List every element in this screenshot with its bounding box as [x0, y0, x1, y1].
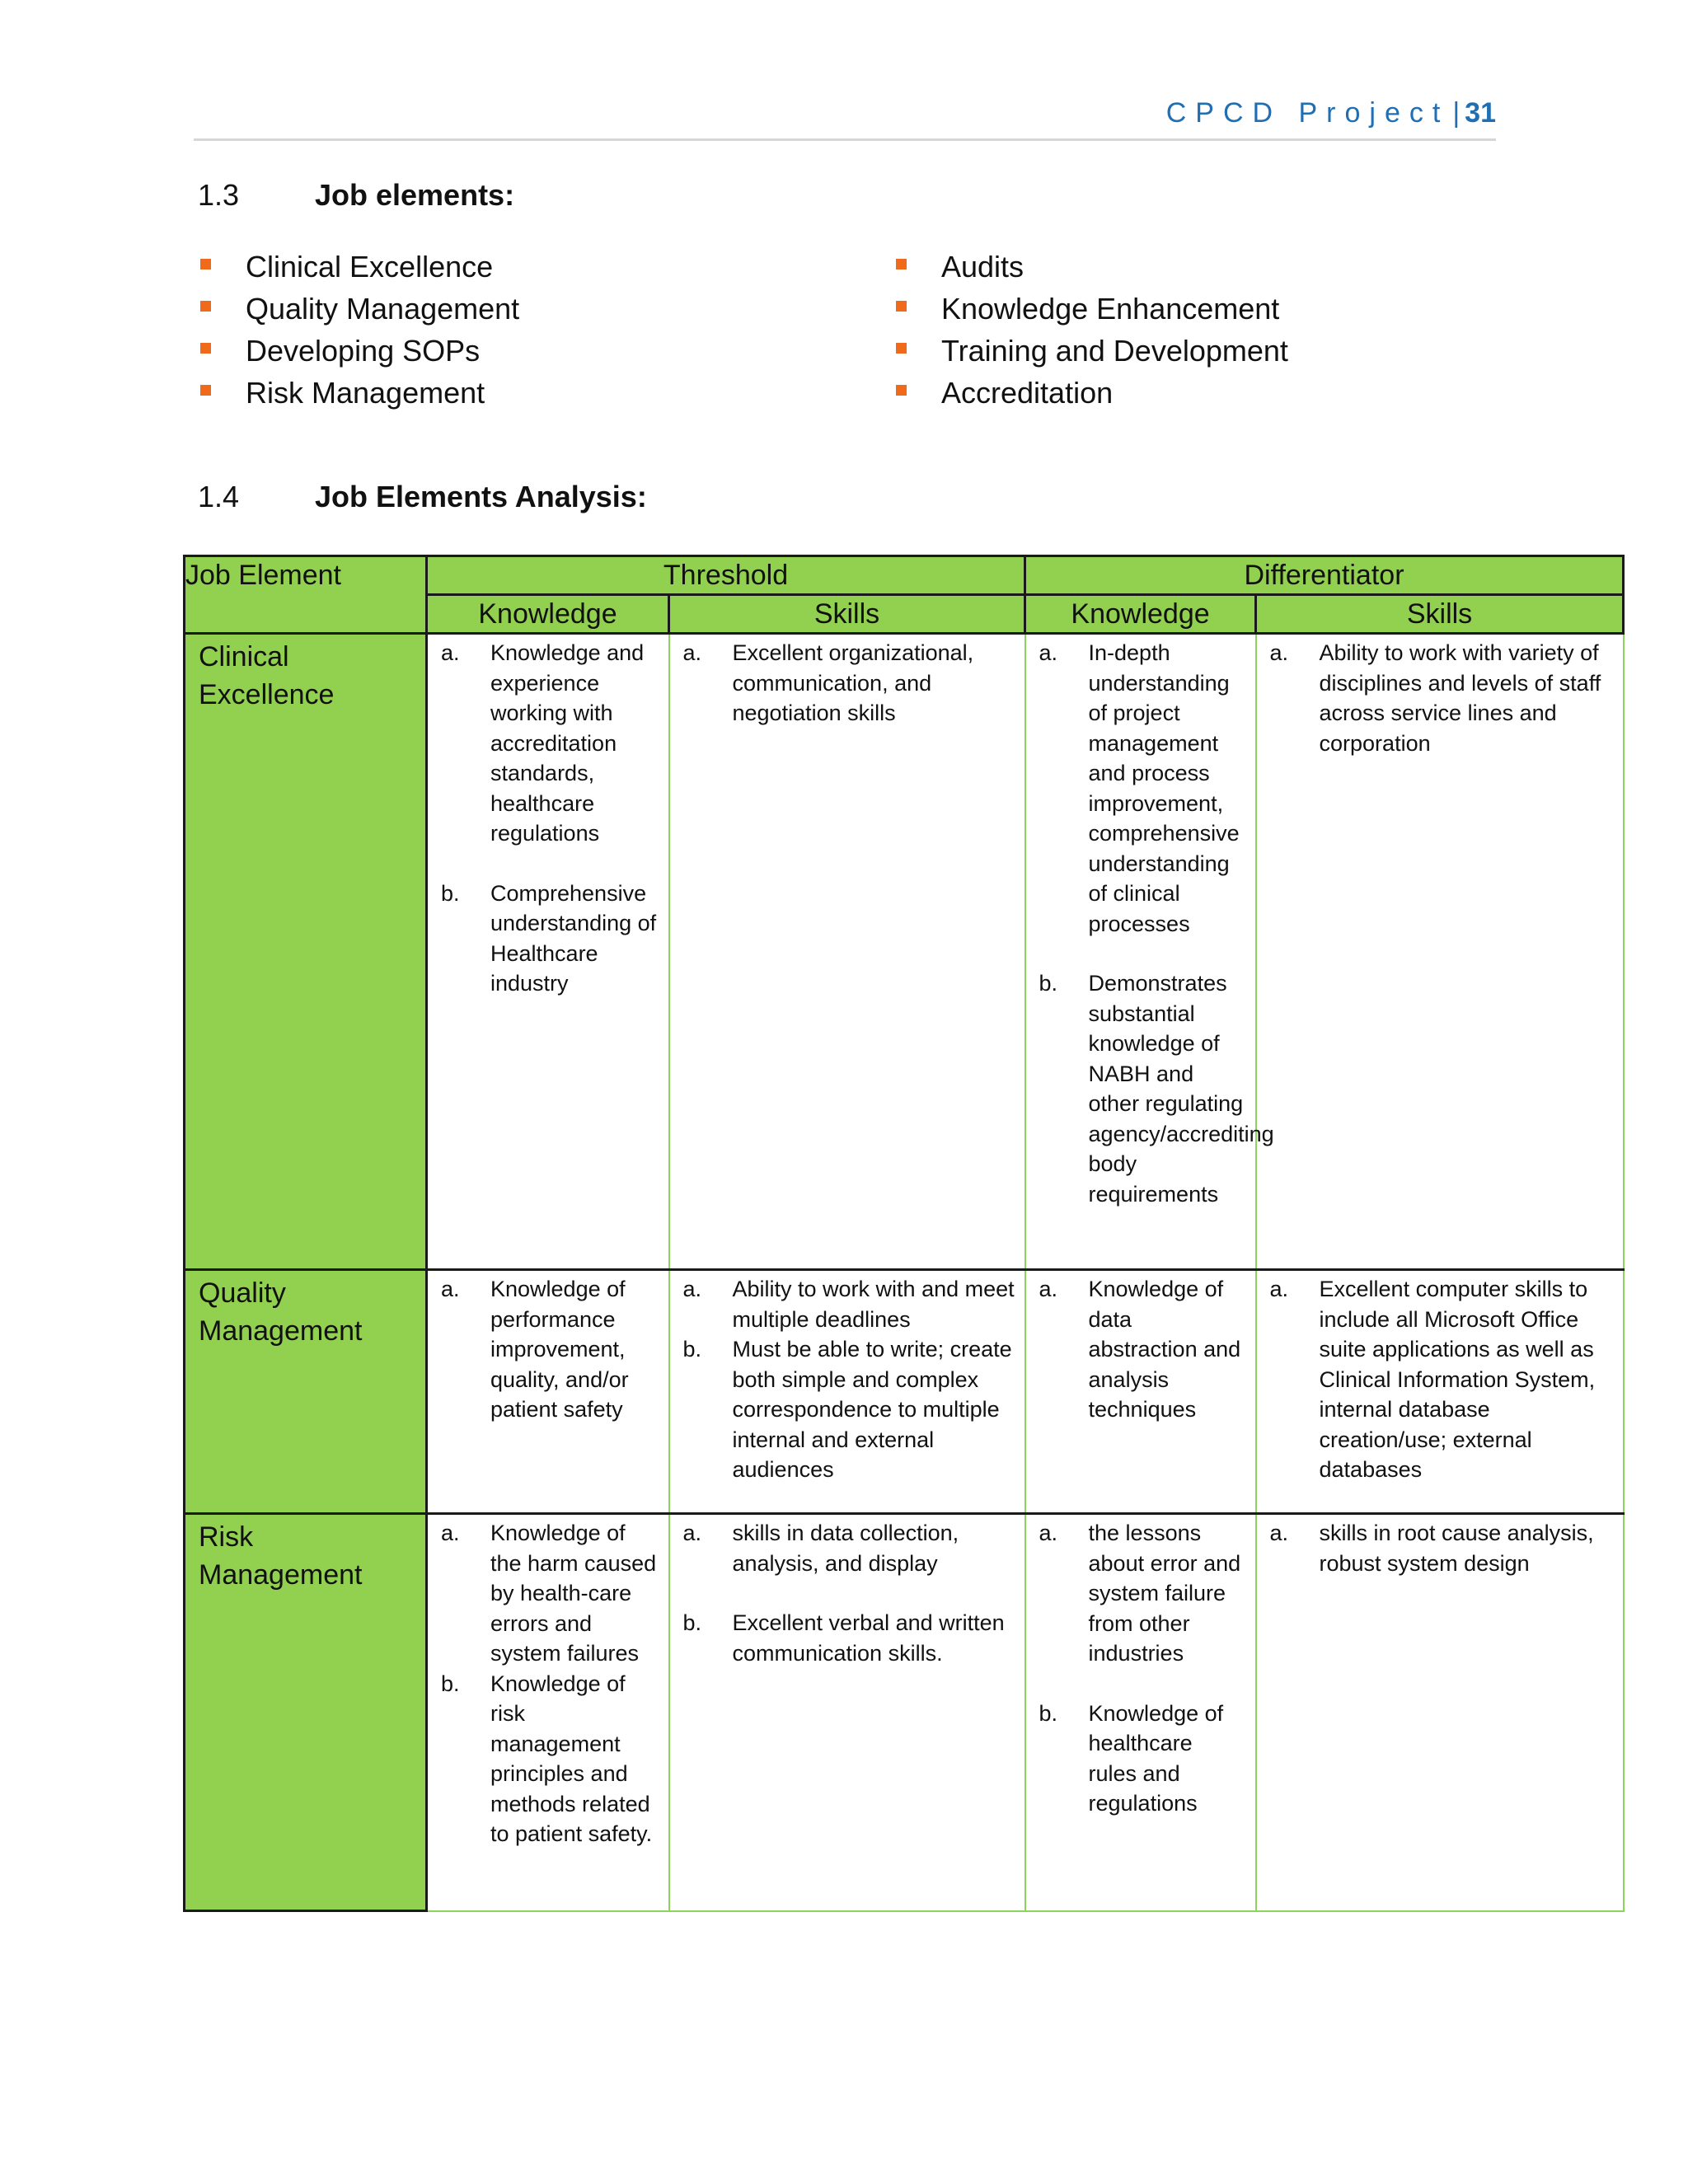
threshold-skills-cell: [669, 1270, 1025, 1514]
header-threshold-knowledge: Knowledge: [427, 595, 669, 634]
header-separator: |: [1452, 97, 1461, 129]
list-item: b. Knowledge of risk management principles and methods related to patient safety.: [441, 1671, 653, 1846]
list-item: b. Demonstrates substantial knowledge of NABH and other regulating agency/accrediting body requirements: [1039, 971, 1274, 1207]
list-item: a. Ability to work with and meet multiple deadlines: [682, 1277, 1015, 1332]
list-item: Audits: [893, 246, 1288, 288]
list-item: a. Ability to work with variety of disciplines and levels of staff across service lines and corporation: [1269, 640, 1601, 756]
list-item: Clinical Excellence: [198, 246, 519, 288]
list-item: b. Excellent verbal and written communication skills.: [682, 1610, 1005, 1666]
header-differentiator-knowledge: Knowledge: [1025, 595, 1256, 634]
list-item: a. Knowledge of the harm caused by health-care errors and system failures: [441, 1521, 657, 1666]
square-bullet-icon: [200, 343, 211, 354]
table-row: [185, 1514, 1624, 1911]
list-item: Knowledge Enhancement: [893, 288, 1288, 330]
section-title: Job Elements Analysis:: [315, 480, 647, 513]
differentiator-skills-cell: [1256, 1270, 1624, 1514]
square-bullet-icon: [896, 385, 907, 396]
list-item: a. Knowledge of data abstraction and analysis techniques: [1039, 1277, 1241, 1422]
table-row: [185, 634, 1624, 1270]
threshold-skills-cell: [669, 634, 1025, 1270]
list-item: Training and Development: [893, 330, 1288, 372]
table-row: [185, 1270, 1624, 1514]
threshold-knowledge-cell: [427, 1514, 669, 1911]
list-item: a. In-depth understanding of project management and process improvement, comprehensive understanding of clinical processes: [1039, 640, 1240, 936]
square-bullet-icon: [896, 259, 907, 269]
differentiator-knowledge-cell: [1025, 1270, 1256, 1514]
header-job-element: Job Element: [185, 556, 427, 634]
differentiator-knowledge-cell: [1025, 634, 1274, 1270]
list-item: Risk Management: [198, 372, 519, 414]
section-heading-1-3: [198, 178, 514, 213]
list-item: a. the lessons about error and system failure from other industries: [1039, 1521, 1241, 1666]
project-title: CPCD Project: [1165, 97, 1450, 129]
list-item: Developing SOPs: [198, 330, 519, 372]
page-header: [194, 97, 1496, 141]
job-elements-list-right: [893, 246, 1288, 414]
square-bullet-icon: [896, 301, 907, 312]
threshold-knowledge-cell: [427, 1270, 669, 1514]
page-number: 31: [1465, 97, 1496, 129]
list-item: b. Comprehensive understanding of Healthcare industry: [441, 880, 657, 996]
job-elements-analysis-table: [183, 555, 1625, 1912]
header-threshold-skills: Skills: [669, 595, 1025, 634]
list-item: b. Knowledge of healthcare rules and regulations: [1039, 1700, 1224, 1816]
list-item: b. Must be able to write; create both simple and complex correspondence to multiple internal and external audiences: [682, 1337, 1012, 1482]
differentiator-skills-cell: [1256, 1514, 1624, 1911]
list-item: a. skills in data collection, analysis, and display: [682, 1521, 959, 1576]
threshold-skills-cell: [669, 1514, 1025, 1911]
list-item: a. Knowledge and experience working with accreditation standards, healthcare regulations: [441, 640, 645, 846]
list-item: Quality Management: [198, 288, 519, 330]
differentiator-knowledge-cell: [1025, 1514, 1256, 1911]
list-item: a. Knowledge of performance improvement, quality, and/or patient safety: [441, 1277, 629, 1422]
differentiator-skills-cell: [1256, 634, 1624, 1270]
row-label: Clinical Excellence: [185, 634, 427, 1270]
row-label: Risk Management: [185, 1514, 427, 1911]
threshold-knowledge-cell: [427, 634, 669, 1270]
header-differentiator-skills: Skills: [1256, 595, 1624, 634]
list-item: a. Excellent computer skills to include all Microsoft Office suite applications as well as Clinical Information System, internal database creation/use; external databases: [1269, 1277, 1596, 1482]
square-bullet-icon: [200, 301, 211, 312]
table-header-row: [185, 556, 1624, 595]
list-item: a. Excellent organizational, communication, and negotiation skills: [682, 640, 974, 725]
list-item: a. skills in root cause analysis, robust system design: [1269, 1521, 1594, 1576]
square-bullet-icon: [200, 259, 211, 269]
job-elements-list-left: [198, 246, 519, 414]
list-item: Accreditation: [893, 372, 1288, 414]
square-bullet-icon: [896, 343, 907, 354]
section-number: 1.3: [198, 178, 240, 212]
row-label: Quality Management: [185, 1270, 427, 1514]
section-title: Job elements:: [315, 178, 515, 212]
section-number: 1.4: [198, 480, 240, 513]
header-differentiator: Differentiator: [1025, 556, 1624, 595]
header-threshold: Threshold: [427, 556, 1025, 595]
section-heading-1-4: [198, 480, 647, 514]
square-bullet-icon: [200, 385, 211, 396]
